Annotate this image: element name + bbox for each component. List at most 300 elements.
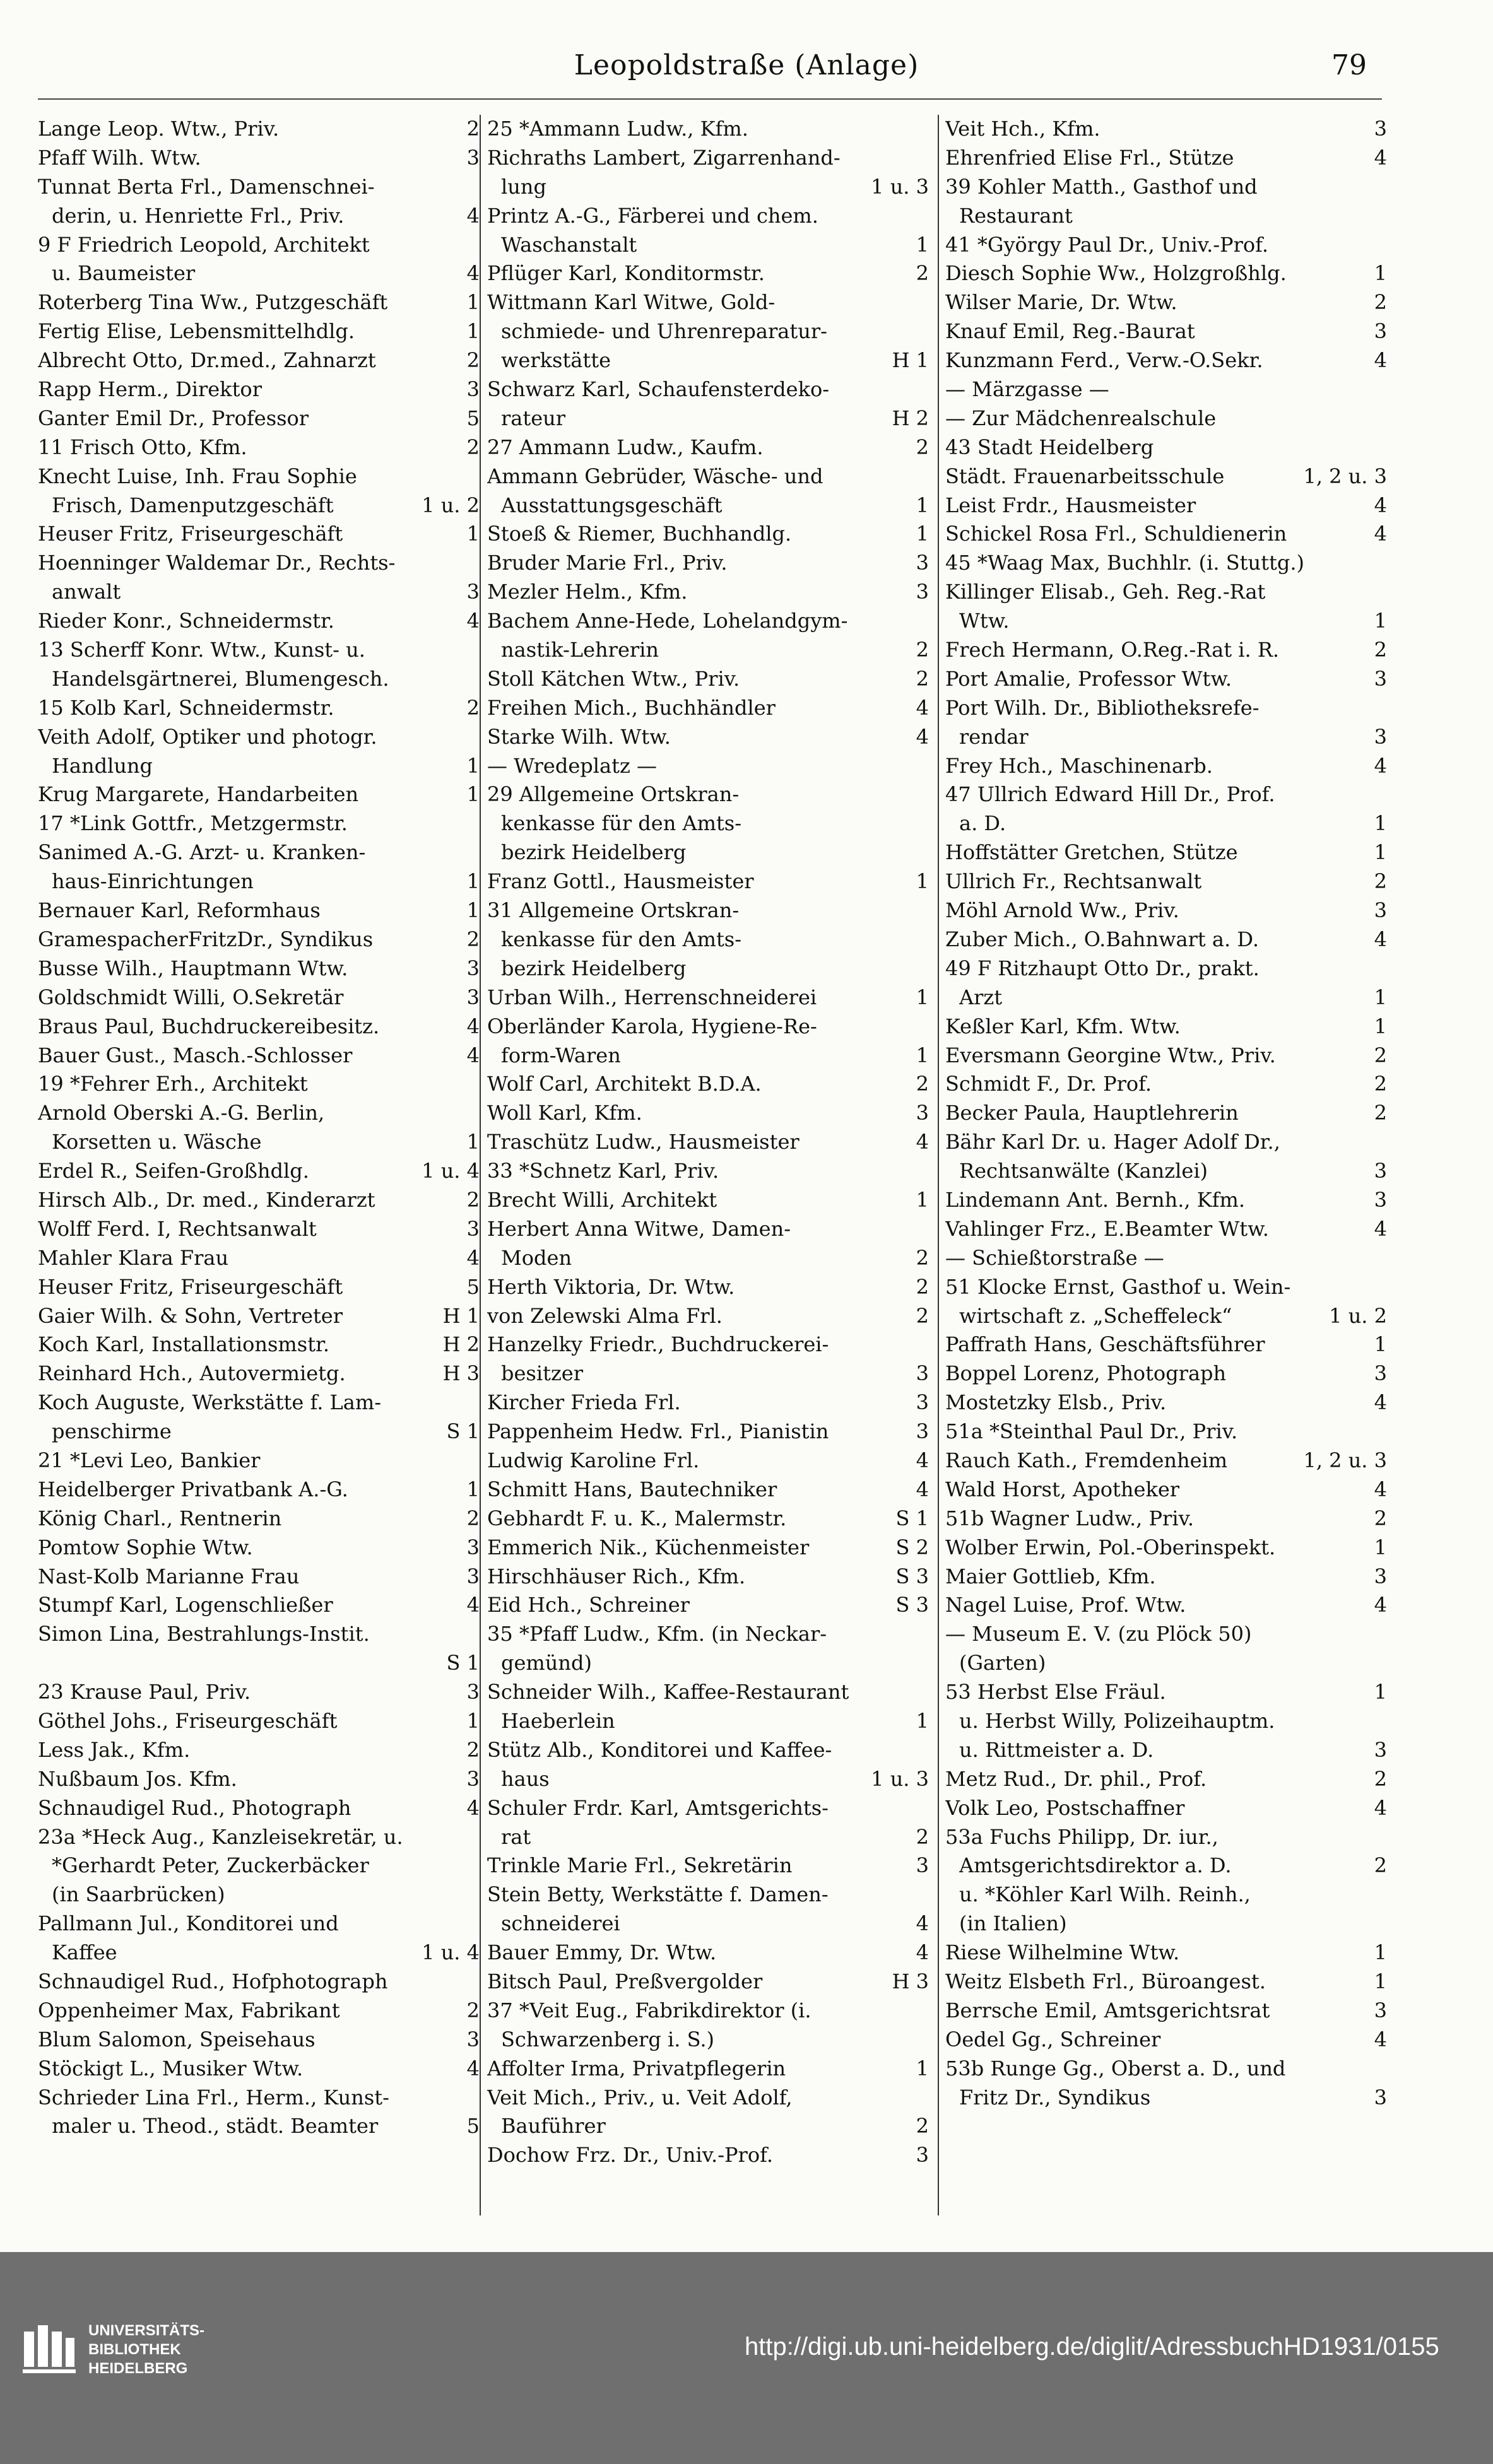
entry-text: rendar (959, 724, 1029, 749)
floor-number: H 2 (442, 1332, 480, 1357)
floor-number: 2 (916, 1072, 929, 1096)
directory-entry (945, 259, 1387, 288)
directory-entry (38, 375, 480, 404)
floor-number: 3 (1374, 1187, 1387, 1212)
entry-text: haus-Einrichtungen (52, 869, 254, 894)
entry-text: Koch Auguste, Werkstätte f. Lam- (38, 1390, 382, 1415)
entry-text: Erdel R., Seifen-Großhdlg. (38, 1159, 309, 1183)
entry-text: Herbert Anna Witwe, Damen- (487, 1216, 791, 1241)
entry-text: rateur (501, 406, 566, 430)
floor-number: 3 (1374, 1737, 1387, 1762)
directory-entry (487, 1330, 929, 1359)
directory-entry (487, 1823, 929, 1852)
directory-entry (945, 1997, 1387, 2026)
entry-text: 27 Ammann Ludw., Kaufm. (487, 435, 764, 459)
floor-number: 3 (1374, 724, 1387, 749)
floor-number: 1 u. 3 (871, 174, 929, 199)
directory-entry (487, 983, 929, 1012)
directory-entry (38, 1012, 480, 1041)
entry-text: Mostetzky Elsb., Priv. (945, 1390, 1167, 1415)
entry-text: Goldschmidt Willi, O.Sekretär (38, 985, 344, 1009)
entry-text: Affolter Irma, Privatpflegerin (487, 2056, 786, 2080)
directory-entry (38, 1215, 480, 1244)
street-heading (945, 1244, 1387, 1273)
floor-number: 2 (916, 1274, 929, 1299)
directory-entry (945, 1823, 1387, 1852)
directory-entry (487, 317, 929, 346)
floor-number: 1 u. 4 (422, 1159, 480, 1183)
floor-number: 1 (916, 493, 929, 517)
entry-text: Fritz Dr., Syndikus (959, 2085, 1151, 2109)
entry-text: 25 *Ammann Ludw., Kfm. (487, 117, 748, 141)
directory-entry (945, 1765, 1387, 1794)
floor-number: 2 (1374, 1506, 1387, 1530)
entry-text: haus (501, 1766, 550, 1791)
floor-number: 1 (1374, 609, 1387, 633)
entry-text: derin, u. Henriette Frl., Priv. (52, 203, 345, 228)
entry-text: Stoeß & Riemer, Buchhandlg. (487, 522, 792, 546)
floor-number (924, 375, 929, 404)
entry-text: Handelsgärtnerei, Blumengesch. (52, 666, 389, 691)
entry-text: u. Baumeister (52, 261, 196, 286)
directory-entry (945, 2055, 1387, 2084)
directory-entry (487, 780, 929, 809)
entry-text: Veith Adolf, Optiker und photogr. (38, 724, 377, 749)
floor-number: H 3 (892, 1969, 929, 1993)
floor-number: 4 (1374, 2027, 1387, 2051)
floor-number: 4 (1374, 522, 1387, 546)
entry-text: Simon Lina, Bestrahlungs-Instit. (38, 1622, 370, 1646)
entry-text: 43 Stadt Heidelberg (945, 435, 1154, 459)
directory-column-3 (945, 115, 1387, 2215)
floor-number: S 2 (895, 1535, 929, 1559)
directory-entry (38, 780, 480, 809)
entry-text: Blum Salomon, Speisehaus (38, 2027, 316, 2051)
directory-entry (487, 1794, 929, 1823)
entry-text: Knecht Luise, Inh. Frau Sophie (38, 464, 357, 488)
directory-entry (945, 1041, 1387, 1071)
floor-number (924, 1012, 929, 1041)
directory-entry (945, 1678, 1387, 1707)
directory-entry (945, 838, 1387, 867)
entry-text: Frey Hch., Maschinenarb. (945, 753, 1213, 778)
directory-entry (487, 1736, 929, 1765)
directory-entry (38, 404, 480, 433)
directory-entry (945, 1649, 1387, 1678)
entry-text: Oedel Gg., Schreiner (945, 2027, 1161, 2051)
entry-text: Metz Rud., Dr. phil., Prof. (945, 1766, 1207, 1791)
floor-number: 3 (466, 1564, 480, 1588)
directory-entry (487, 636, 929, 665)
entry-text: 15 Kolb Karl, Schneidermstr. (38, 695, 334, 720)
entry-text: Reinhard Hch., Autovermietg. (38, 1361, 346, 1386)
entry-text: Emmerich Nik., Küchenmeister (487, 1535, 810, 1559)
entry-text: Ganter Emil Dr., Professor (38, 406, 309, 430)
entry-text: Stoll Kätchen Wtw., Priv. (487, 666, 740, 691)
floor-number: 4 (466, 203, 480, 228)
floor-number: 4 (916, 1940, 929, 1965)
directory-entry (487, 1244, 929, 1273)
entry-text: 19 *Fehrer Erh., Architekt (38, 1072, 308, 1096)
entry-text: 11 Frisch Otto, Kfm. (38, 435, 247, 459)
directory-entry (945, 433, 1387, 462)
entry-text: (in Italien) (959, 1911, 1067, 1936)
floor-number (1382, 231, 1387, 260)
floor-number: 1 (1374, 261, 1387, 286)
directory-entry (38, 1563, 480, 1592)
floor-number: 4 (466, 1014, 480, 1038)
directory-entry (487, 925, 929, 954)
entry-text: Frech Hermann, O.Reg.-Rat i. R. (945, 638, 1280, 662)
entry-text: Dochow Frz. Dr., Univ.-Prof. (487, 2143, 773, 2168)
directory-entry (487, 2026, 929, 2055)
entry-text: Handlung (52, 753, 153, 778)
floor-number: 2 (1374, 1043, 1387, 1067)
floor-number: 1 (466, 898, 480, 923)
floor-number: 1 (1374, 1940, 1387, 1965)
directory-entry (487, 867, 929, 896)
directory-entry (945, 1707, 1387, 1736)
entry-text: rat (501, 1824, 531, 1849)
directory-entry (38, 2026, 480, 2055)
directory-entry (945, 1273, 1387, 1302)
directory-entry (945, 1330, 1387, 1359)
directory-entry (945, 288, 1387, 317)
entry-text: Pallmann Jul., Konditorei und (38, 1911, 339, 1936)
entry-text: Schmitt Hans, Bautechniker (487, 1477, 777, 1501)
entry-text: Schnaudigel Rud., Hofphotograph (38, 1969, 388, 1993)
floor-number (475, 838, 480, 867)
floor-number (924, 1649, 929, 1678)
floor-number: 3 (466, 1680, 480, 1704)
directory-entry (945, 1157, 1387, 1186)
directory-entry (945, 1505, 1387, 1534)
floor-number: 2 (916, 666, 929, 691)
entry-text: besitzer (501, 1361, 584, 1386)
floor-number: 2 (466, 348, 480, 373)
directory-entry (487, 1534, 929, 1563)
entry-text: Pomtow Sophie Wtw. (38, 1535, 253, 1559)
entry-text: 13 Scherff Konr. Wtw., Kunst- u. (38, 638, 365, 662)
entry-text: Riese Wilhelmine Wtw. (945, 1940, 1180, 1965)
floor-number: 3 (916, 1390, 929, 1415)
entry-text: 21 *Levi Leo, Bankier (38, 1448, 261, 1472)
entry-text: Haeberlein (501, 1708, 615, 1733)
directory-entry (38, 1649, 480, 1678)
directory-entry (487, 433, 929, 462)
floor-number (1382, 1823, 1387, 1852)
entry-text: Bachem Anne-Hede, Lohelandgym- (487, 609, 848, 633)
directory-entry (945, 1070, 1387, 1099)
entry-text: Hoffstätter Gretchen, Stütze (945, 840, 1238, 865)
floor-number: 1, 2 u. 3 (1303, 464, 1387, 488)
floor-number: 4 (466, 1043, 480, 1067)
directory-entry (945, 1534, 1387, 1563)
entry-text: schneiderei (501, 1911, 620, 1936)
floor-number: 4 (466, 1795, 480, 1820)
entry-text: Berrsche Emil, Amtsgerichtsrat (945, 1998, 1270, 2022)
directory-entry (38, 1851, 480, 1880)
entry-text: Rieder Konr., Schneidermstr. (38, 609, 334, 633)
floor-number: 4 (1374, 1216, 1387, 1241)
entry-text: 49 F Ritzhaupt Otto Dr., prakt. (945, 956, 1260, 980)
floor-number: 2 (1374, 1101, 1387, 1125)
entry-text: Ehrenfried Elise Frl., Stütze (945, 145, 1234, 170)
directory-entry (487, 491, 929, 520)
column-divider (480, 115, 481, 2215)
floor-number: 2 (916, 1824, 929, 1849)
directory-entry (487, 809, 929, 838)
directory-entry (945, 1968, 1387, 1997)
directory-entry (38, 317, 480, 346)
footer-bar (0, 2252, 1493, 2464)
floor-number: 3 (1374, 2085, 1387, 2109)
entry-text: Stumpf Karl, Logenschließer (38, 1593, 333, 1617)
permalink-url[interactable]: http://digi.ub.uni-heidelberg.de/diglit/AdressbuchHD1931/0155 (745, 2333, 1439, 2361)
directory-entry (38, 1591, 480, 1620)
entry-text: Lange Leop. Wtw., Priv. (38, 117, 280, 141)
floor-number: 1 (466, 753, 480, 778)
entry-text: Wolf Carl, Architekt B.D.A. (487, 1072, 762, 1096)
floor-number: 3 (916, 551, 929, 575)
directory-entry (945, 173, 1387, 202)
directory-entry (38, 1359, 480, 1388)
floor-number: 3 (916, 1361, 929, 1386)
floor-number: 3 (1374, 1998, 1387, 2022)
directory-entry (945, 607, 1387, 636)
floor-number: 4 (916, 1911, 929, 1936)
floor-number: 1 (466, 522, 480, 546)
entry-text: wirtschaft z. „Scheffeleck“ (959, 1303, 1232, 1328)
directory-entry (38, 838, 480, 867)
directory-entry (945, 2084, 1387, 2113)
directory-entry (945, 115, 1387, 144)
floor-number (475, 462, 480, 491)
directory-entry (38, 1388, 480, 1417)
entry-text: 31 Allgemeine Ortskran- (487, 898, 740, 923)
directory-entry (38, 1302, 480, 1331)
directory-entry (487, 2112, 929, 2141)
directory-entry (38, 288, 480, 317)
floor-number: 4 (466, 2056, 480, 2080)
street-heading (487, 752, 929, 781)
floor-number: 2 (916, 261, 929, 286)
entry-text: 33 *Schnetz Karl, Priv. (487, 1159, 719, 1183)
floor-number: 2 (466, 435, 480, 459)
directory-entry (945, 925, 1387, 954)
entry-text: Bauer Gust., Masch.-Schlosser (38, 1043, 353, 1067)
directory-entry (38, 462, 480, 491)
directory-entry (945, 723, 1387, 752)
directory-entry (38, 520, 480, 549)
floor-number: H 1 (892, 348, 929, 373)
entry-text: Wtw. (959, 609, 1010, 633)
floor-number: 1 (916, 522, 929, 546)
directory-entry (38, 1475, 480, 1505)
floor-number (924, 462, 929, 491)
floor-number (924, 925, 929, 954)
entry-text: Urban Wilh., Herrenschneiderei (487, 985, 817, 1009)
directory-entry (945, 1186, 1387, 1215)
entry-text: GramespacherFritzDr., Syndikus (38, 927, 374, 951)
floor-number: 4 (1374, 348, 1387, 373)
entry-text: Fertig Elise, Lebensmittelhdlg. (38, 319, 355, 344)
directory-entry (487, 1649, 929, 1678)
entry-text: Heuser Fritz, Friseurgeschäft (38, 1274, 343, 1299)
entry-text: Bitsch Paul, Preßvergolder (487, 1969, 763, 1993)
directory-entry (38, 2112, 480, 2141)
entry-text: — Märzgasse — (945, 377, 1109, 402)
directory-entry (487, 954, 929, 983)
directory-entry (38, 1273, 480, 1302)
floor-number: 1 (1374, 1535, 1387, 1559)
directory-entry (38, 1620, 480, 1649)
floor-number: 1, 2 u. 3 (1303, 1448, 1387, 1472)
entry-text: Amtsgerichtsdirektor a. D. (959, 1853, 1232, 1878)
floor-number: 3 (1374, 319, 1387, 344)
floor-number: 3 (916, 2143, 929, 2168)
floor-number: 3 (1374, 1361, 1387, 1386)
directory-entry (38, 1997, 480, 2026)
entry-text: Schwarzenberg i. S.) (501, 2027, 715, 2051)
floor-number: 2 (916, 2114, 929, 2138)
floor-number: 1 (1374, 1969, 1387, 1993)
directory-entry (38, 1880, 480, 1910)
floor-number (924, 780, 929, 809)
floor-number: 3 (466, 2027, 480, 2051)
directory-entry (945, 346, 1387, 375)
entry-text: 23 Krause Paul, Priv. (38, 1680, 251, 1704)
entry-text: Arzt (959, 985, 1003, 1009)
directory-entry (38, 1099, 480, 1128)
street-heading (945, 375, 1387, 404)
entry-text: form-Waren (501, 1043, 621, 1067)
directory-entry (487, 549, 929, 578)
floor-number: 3 (916, 1101, 929, 1125)
floor-number: 3 (466, 1766, 480, 1791)
entry-text: u. Herbst Willy, Polizeihauptm. (959, 1708, 1275, 1733)
directory-entry (38, 1939, 480, 1968)
directory-entry (487, 259, 929, 288)
directory-entry (945, 636, 1387, 665)
floor-number: 1 u. 4 (422, 1940, 480, 1965)
directory-entry (38, 1505, 480, 1534)
directory-entry (38, 1823, 480, 1852)
floor-number: 1 u. 2 (422, 493, 480, 517)
directory-entry (945, 694, 1387, 723)
directory-entry (38, 202, 480, 231)
directory-entry (487, 1215, 929, 1244)
entry-text: Gebhardt F. u. K., Malermstr. (487, 1506, 787, 1530)
directory-entry (487, 1128, 929, 1157)
entry-text: bezirk Heidelberg (501, 840, 687, 865)
floor-number: 2 (1374, 1853, 1387, 1878)
entry-text: König Charl., Rentnerin (38, 1506, 282, 1530)
entry-text: Kaffee (52, 1940, 117, 1965)
directory-entry (945, 520, 1387, 549)
entry-text: Volk Leo, Postschaffner (945, 1795, 1185, 1820)
entry-text: 35 *Pfaff Ludw., Kfm. (in Neckar- (487, 1622, 827, 1646)
entry-text: Keßler Karl, Kfm. Wtw. (945, 1014, 1181, 1038)
entry-text: Waschanstalt (501, 232, 637, 257)
directory-entry (38, 1244, 480, 1273)
floor-number: 3 (466, 985, 480, 1009)
directory-entry (945, 404, 1387, 433)
directory-entry (38, 1678, 480, 1707)
floor-number (1382, 2055, 1387, 2084)
floor-number (924, 1678, 929, 1707)
directory-entry (487, 1359, 929, 1388)
entry-text: Maier Gottlieb, Kfm. (945, 1564, 1156, 1588)
directory-entry (945, 1620, 1387, 1649)
floor-number (475, 723, 480, 752)
directory-entry (487, 173, 929, 202)
entry-text: Becker Paula, Hauptlehrerin (945, 1101, 1239, 1125)
directory-entry (487, 231, 929, 260)
floor-number: S 3 (895, 1593, 929, 1617)
entry-text: a. D. (959, 811, 1006, 836)
entry-text: von Zelewski Alma Frl. (487, 1303, 723, 1328)
directory-entry (38, 1041, 480, 1071)
floor-number (1382, 1910, 1387, 1939)
directory-entry (945, 1910, 1387, 1939)
directory-entry (38, 144, 480, 173)
directory-entry (487, 1446, 929, 1475)
logo-line: BIBLIOTHEK (88, 2341, 181, 2358)
entry-text: — Schießtorstraße — (945, 1245, 1164, 1270)
entry-text: Moden (501, 1245, 572, 1270)
floor-number: H 3 (442, 1361, 480, 1386)
floor-number (475, 1968, 480, 1997)
directory-entry (38, 896, 480, 925)
directory-entry (945, 867, 1387, 896)
directory-entry (945, 780, 1387, 809)
entry-text: Leist Frdr., Hausmeister (945, 493, 1196, 517)
directory-entry (945, 1417, 1387, 1446)
floor-number: 4 (1374, 1795, 1387, 1820)
floor-number: 2 (1374, 290, 1387, 315)
directory-entry (38, 694, 480, 723)
directory-entry (38, 1446, 480, 1475)
directory-entry (38, 665, 480, 694)
floor-number: 1 (466, 1477, 480, 1501)
floor-number (475, 173, 480, 202)
entry-text: Stein Betty, Werkstätte f. Damen- (487, 1882, 829, 1907)
directory-entry (945, 462, 1387, 491)
directory-entry (487, 2084, 929, 2113)
directory-entry (945, 1359, 1387, 1388)
entry-text: Less Jak., Kfm. (38, 1737, 191, 1762)
entry-text: 51a *Steinthal Paul Dr., Priv. (945, 1419, 1238, 1444)
entry-text: 47 Ullrich Edward Hill Dr., Prof. (945, 782, 1275, 807)
floor-number: 4 (916, 1130, 929, 1154)
floor-number (1382, 433, 1387, 462)
entry-text: 41 *György Paul Dr., Univ.-Prof. (945, 232, 1269, 257)
directory-entry (487, 1968, 929, 1997)
floor-number (924, 1880, 929, 1910)
entry-text: gemünd) (501, 1651, 592, 1675)
entry-text: Bähr Karl Dr. u. Hager Adolf Dr., (945, 1130, 1280, 1154)
directory-entry (487, 115, 929, 144)
directory-entry (487, 375, 929, 404)
floor-number: 2 (1374, 1072, 1387, 1096)
directory-entry (945, 1563, 1387, 1592)
entry-text: Busse Wilh., Hauptmann Wtw. (38, 956, 348, 980)
floor-number (475, 636, 480, 665)
floor-number (924, 144, 929, 173)
directory-entry (487, 462, 929, 491)
floor-number: 1 (916, 2056, 929, 2080)
